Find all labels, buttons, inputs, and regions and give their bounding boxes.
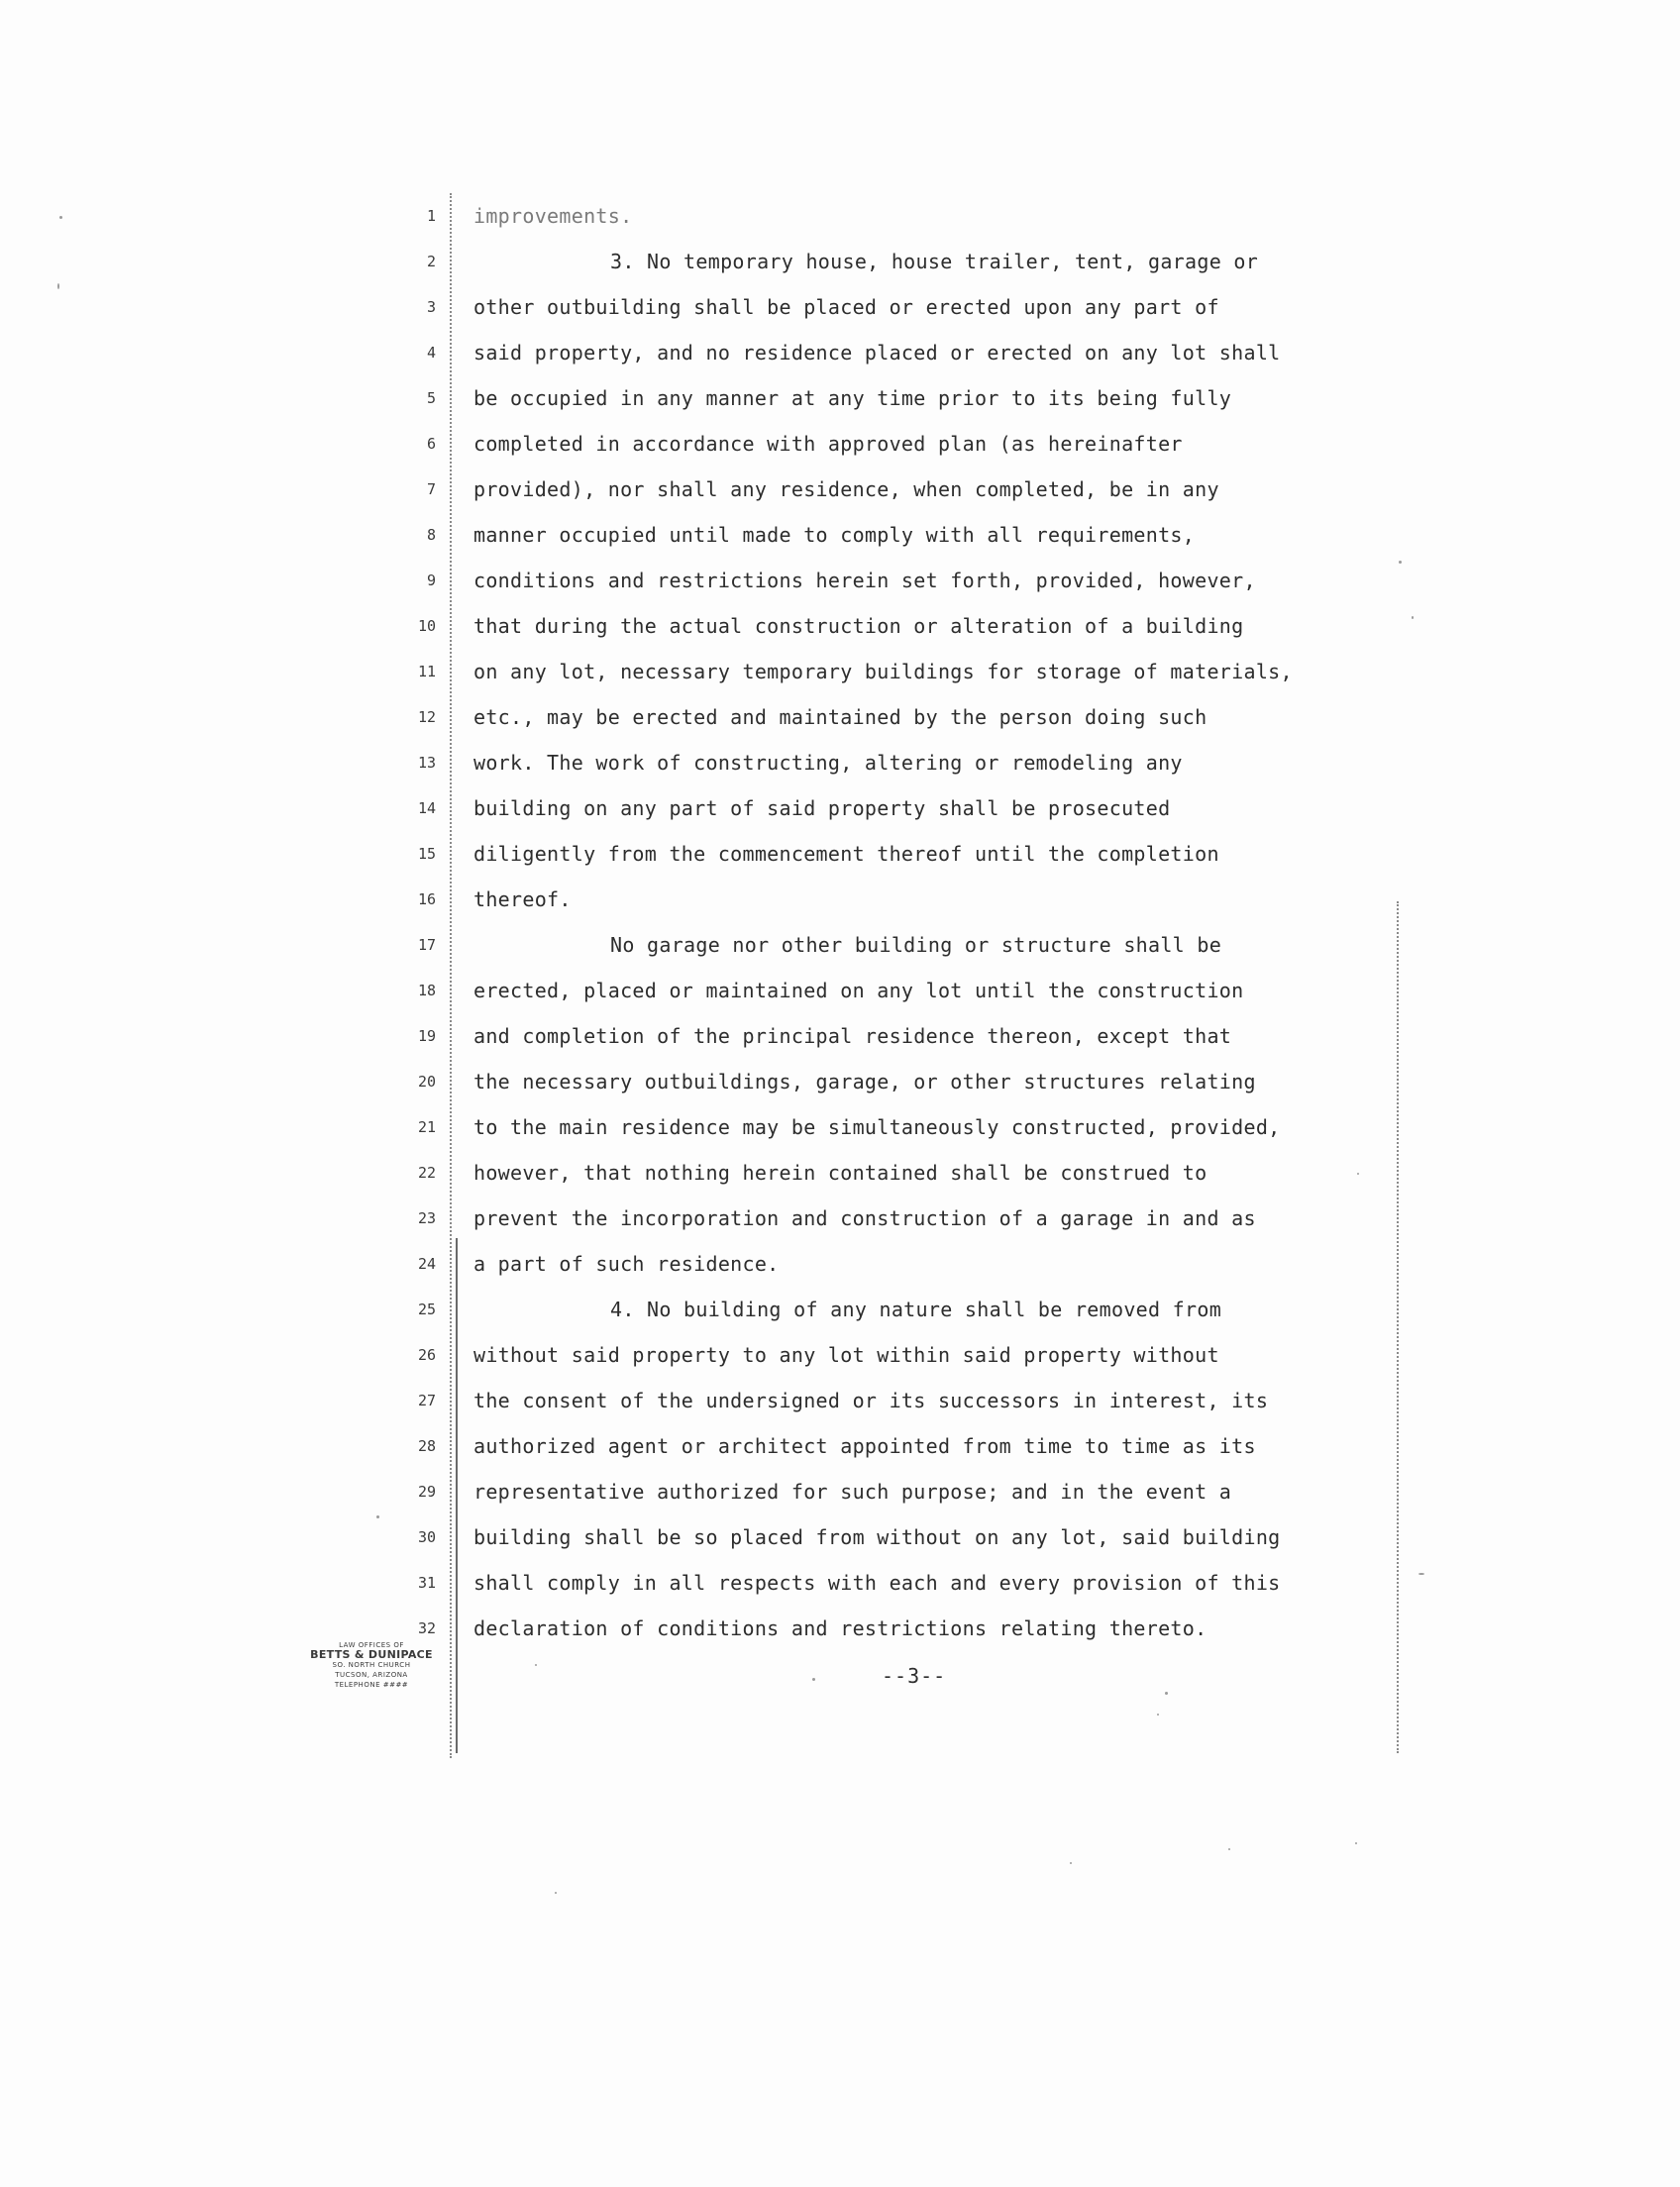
text-line: on any lot, necessary temporary buildings for storage of materials,: [473, 660, 1293, 683]
text-line: manner occupied until made to comply with all requirements,: [473, 523, 1196, 547]
line-number: 1: [426, 207, 436, 225]
scan-speck: [59, 216, 62, 219]
line-number: 10: [417, 617, 436, 635]
scan-speck: [1412, 616, 1414, 619]
text-line: authorized agent or architect appointed from time to time as its: [473, 1434, 1256, 1458]
text-line: that during the actual construction or alteration of a building: [473, 614, 1244, 638]
scan-speck: [1418, 1573, 1424, 1575]
line-number: 15: [417, 845, 436, 863]
text-line: thereof.: [473, 887, 572, 911]
text-line: etc., may be erected and maintained by the person doing such: [473, 705, 1208, 729]
text-line: the necessary outbuildings, garage, or other structures relating: [473, 1070, 1256, 1094]
scan-speck: [1357, 1173, 1359, 1175]
scan-speck: [57, 283, 59, 289]
scan-speck: [535, 1664, 537, 1666]
line-number: 6: [426, 435, 436, 453]
line-number: 14: [417, 799, 436, 817]
text-line: representative authorized for such purpose; and in the event a: [473, 1480, 1232, 1504]
text-line: to the main residence may be simultaneously constructed, provided,: [473, 1115, 1281, 1139]
scan-speck: [376, 1515, 379, 1518]
line-number: 28: [417, 1437, 436, 1455]
line-number: 9: [426, 572, 436, 589]
line-number: 16: [417, 890, 436, 908]
text-line: improvements.: [473, 204, 633, 228]
text-line: conditions and restrictions herein set forth, provided, however,: [473, 569, 1256, 592]
text-line: said property, and no residence placed or erected on any lot shall: [473, 341, 1281, 364]
scan-speck: [1228, 1848, 1230, 1850]
line-number: 8: [426, 526, 436, 544]
line-number: 31: [417, 1574, 436, 1592]
line-number: 24: [417, 1255, 436, 1273]
right-margin-rule: [1397, 901, 1399, 1753]
line-number: 20: [417, 1073, 436, 1091]
line-number: 32: [417, 1619, 436, 1637]
line-number: 23: [417, 1209, 436, 1227]
text-line: building on any part of said property shall be prosecuted: [473, 796, 1171, 820]
line-number: 30: [417, 1528, 436, 1546]
line-number: 3: [426, 298, 436, 316]
line-number: 26: [417, 1346, 436, 1364]
text-line: be occupied in any manner at any time prior to its being fully: [473, 386, 1232, 410]
page-number: --3--: [882, 1664, 947, 1688]
line-number: 7: [426, 480, 436, 498]
line-number: 2: [426, 253, 436, 270]
scan-speck: [1399, 561, 1402, 564]
line-number: 25: [417, 1301, 436, 1318]
margin-rule-solid: [456, 1238, 458, 1753]
scan-speck: [555, 1892, 557, 1894]
firm-line: TUCSON, ARIZONA: [335, 1671, 408, 1679]
firm-line: LAW OFFICES OF: [339, 1641, 404, 1649]
law-firm-block: [299, 1640, 444, 1690]
line-number: 22: [417, 1164, 436, 1182]
firm-name: BETTS & DUNIPACE: [310, 1648, 433, 1661]
text-line: completed in accordance with approved plan (as hereinafter: [473, 432, 1183, 456]
margin-rule-dotted: [450, 193, 452, 1758]
text-line: without said property to any lot within said property without: [473, 1343, 1219, 1367]
text-line: shall comply in all respects with each and every provision of this: [473, 1571, 1281, 1595]
line-number: 19: [417, 1027, 436, 1045]
firm-line: TELEPHONE ####: [334, 1681, 409, 1689]
line-number: 5: [426, 389, 436, 407]
firm-line: SO. NORTH CHURCH: [332, 1661, 411, 1669]
line-number: 4: [426, 344, 436, 362]
text-line: other outbuilding shall be placed or erected upon any part of: [473, 295, 1219, 319]
text-line: a part of such residence.: [473, 1252, 780, 1276]
text-line: the consent of the undersigned or its successors in interest, its: [473, 1389, 1269, 1412]
text-line: erected, placed or maintained on any lot until the construction: [473, 979, 1244, 1002]
line-number: 11: [417, 663, 436, 680]
scan-speck: [1157, 1714, 1159, 1716]
line-number: 18: [417, 982, 436, 999]
line-number: 13: [417, 754, 436, 772]
line-number: 17: [417, 936, 436, 954]
scan-speck: [812, 1678, 815, 1681]
text-line: and completion of the principal residence thereon, except that: [473, 1024, 1232, 1048]
line-number: 21: [417, 1118, 436, 1136]
text-line: provided), nor shall any residence, when completed, be in any: [473, 477, 1219, 501]
text-line: diligently from the commencement thereof until the completion: [473, 842, 1219, 866]
text-line: work. The work of constructing, altering or remodeling any: [473, 751, 1183, 775]
text-line: building shall be so placed from without on any lot, said building: [473, 1525, 1281, 1549]
line-number: 12: [417, 708, 436, 726]
line-number: 27: [417, 1392, 436, 1409]
scan-speck: [1070, 1862, 1072, 1864]
text-line: prevent the incorporation and construction of a garage in and as: [473, 1206, 1256, 1230]
text-line: however, that nothing herein contained shall be construed to: [473, 1161, 1208, 1185]
text-line: declaration of conditions and restrictions relating thereto.: [473, 1616, 1208, 1640]
text-line: 4. No building of any nature shall be removed from: [610, 1298, 1222, 1321]
text-line: 3. No temporary house, house trailer, tent, garage or: [610, 250, 1259, 273]
text-line: No garage nor other building or structure shall be: [610, 933, 1222, 957]
scan-speck: [1165, 1692, 1168, 1695]
scan-speck: [1355, 1842, 1357, 1844]
line-number: 29: [417, 1483, 436, 1501]
